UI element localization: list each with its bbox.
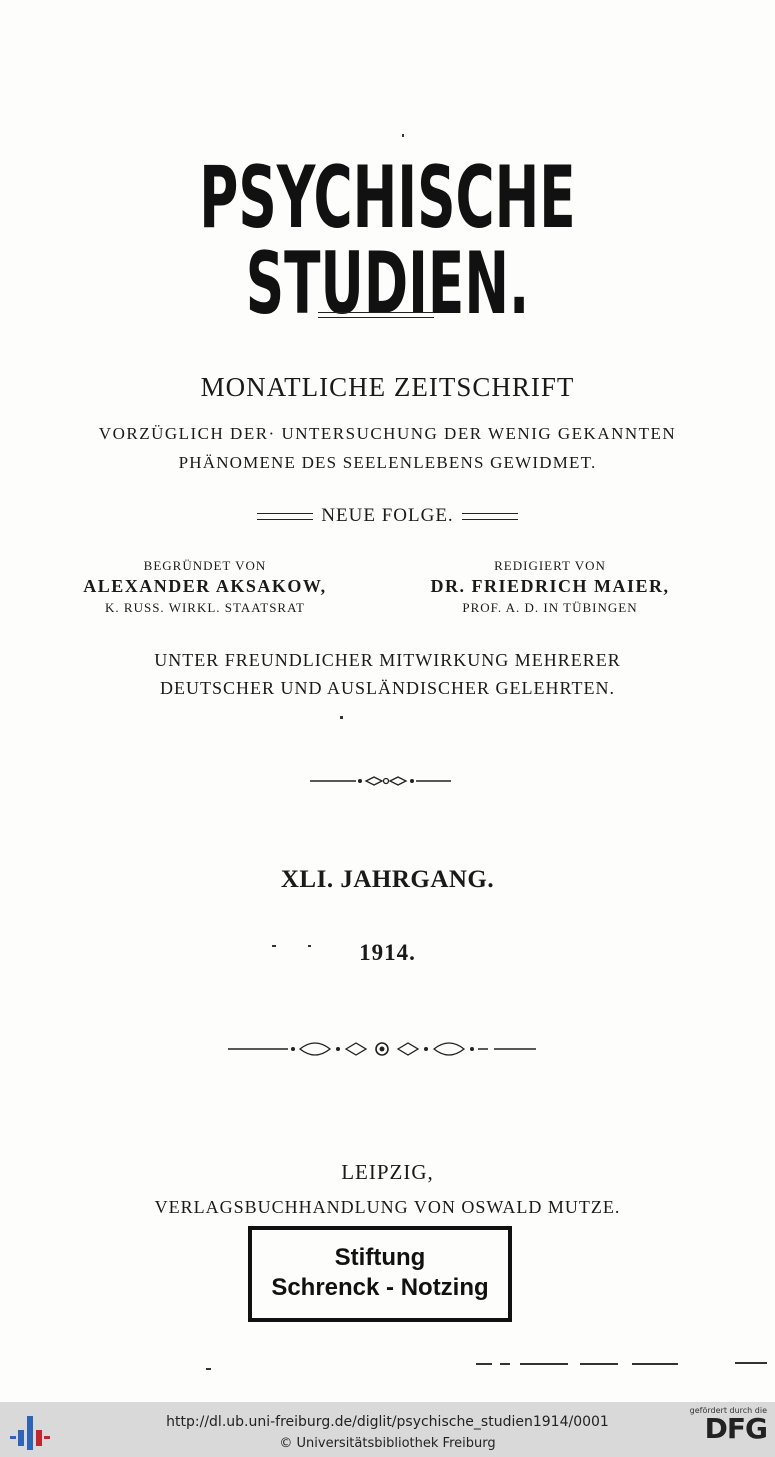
scan-artifact-line	[500, 1363, 510, 1365]
small-ornament-divider	[308, 772, 453, 790]
collaboration-line-1: UNTER FREUNDLICHER MITWIRKUNG MEHRERER	[154, 650, 621, 670]
volume-label: XLI. JAHRGANG.	[280, 866, 495, 893]
title-rule-top	[318, 312, 434, 313]
editor-role: REDIGIERT VON	[494, 558, 606, 573]
scan-artifact-line	[476, 1363, 492, 1365]
founder-block	[55, 558, 355, 616]
stamp-line-1: Stiftung	[334, 1244, 426, 1271]
stamp-line-2: Schrenck - Notzing	[271, 1274, 489, 1301]
founder-title: K. RUSS. WIRKL. STAATSRAT	[105, 600, 305, 615]
scan-artifact-line	[580, 1363, 618, 1365]
large-ornament-divider	[226, 1038, 538, 1060]
publication-year: 1914.	[359, 940, 416, 965]
founder-role: BEGRÜNDET VON	[143, 558, 267, 573]
dfg-logo	[683, 1406, 767, 1454]
title-rule-bottom	[318, 317, 434, 318]
dfg-funding-note: gefördert durch die	[689, 1406, 767, 1415]
viewer-footer	[0, 1402, 775, 1457]
editor-block	[400, 558, 700, 616]
library-stamp	[248, 1226, 512, 1322]
editor-title: PROF. A. D. IN TÜBINGEN	[462, 600, 638, 615]
scan-artifact-line	[735, 1362, 767, 1364]
journal-title: PSYCHISCHE STUDIEN.	[199, 148, 576, 334]
print-speck	[206, 1368, 211, 1370]
series-line	[0, 505, 775, 527]
series-dash-left	[257, 513, 313, 520]
copyright-notice: © Universitätsbibliothek Freiburg	[279, 1436, 496, 1451]
print-speck	[340, 716, 343, 719]
description-line-2: PHÄNOMENE DES SEELENLEBENS GEWIDMET.	[178, 453, 597, 472]
subtitle: MONATLICHE ZEITSCHRIFT	[200, 372, 575, 402]
editor-name: DR. FRIEDRICH MAIER,	[430, 576, 670, 596]
publisher-city: LEIPZIG,	[341, 1160, 434, 1184]
scan-artifact-line	[520, 1363, 568, 1365]
series-dash-right	[462, 513, 518, 520]
collaboration-line-2: DEUTSCHER UND AUSLÄNDISCHER GELEHRTEN.	[160, 678, 615, 698]
dfg-logo-text: DFG	[704, 1412, 767, 1445]
publisher-name: VERLAGSBUCHHANDLUNG VON OSWALD MUTZE.	[154, 1197, 621, 1217]
description-line-1: VORZÜGLICH DER· UNTERSUCHUNG DER WENIG GEKANNTEN	[98, 424, 677, 443]
print-speck	[402, 134, 404, 137]
founder-name: ALEXANDER AKSAKOW,	[83, 576, 327, 596]
document-url[interactable]: http://dl.ub.uni-freiburg.de/diglit/psychische_studien1914/0001	[166, 1414, 609, 1430]
series-label: NEUE FOLGE.	[321, 505, 454, 526]
scan-artifact-line	[632, 1363, 678, 1365]
